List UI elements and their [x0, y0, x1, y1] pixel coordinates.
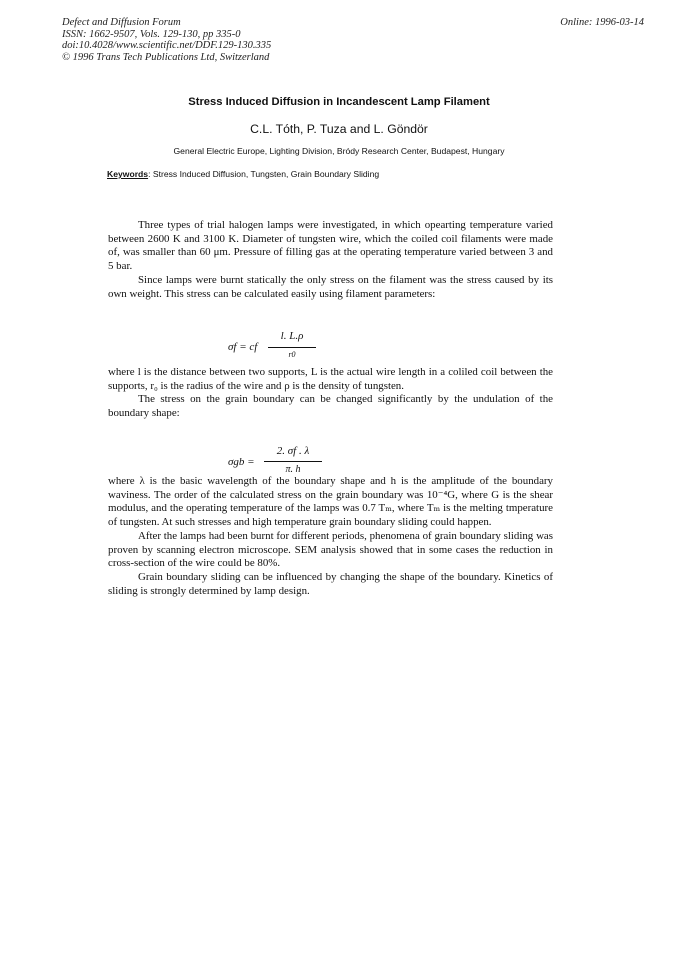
copyright-line: © 1996 Trans Tech Publications Ltd, Switzerland [62, 51, 270, 63]
paper-authors: C.L. Tóth, P. Tuza and L. Göndör [250, 122, 428, 136]
paragraph-7: Grain boundary sliding can be influenced by changing the shape of the boundary. Kinetics of sliding is strongly determined by lamp design. [108, 570, 553, 597]
keywords-text: Stress Induced Diffusion, Tungsten, Grain Boundary Sliding [152, 169, 380, 179]
keywords-label: Keywords [107, 169, 149, 179]
equation-1-numerator: l. L.ρ [280, 330, 304, 342]
paper-title: Stress Induced Diffusion in Incandescent Lamp Filament [188, 96, 490, 108]
paragraph-6: After the lamps had been burnt for different periods, phenomena of grain boundary sliding was proven by scanning electron microscope. SEM analysis showed that in some cases the reduction in cross-section of the wire could be 80%. [108, 529, 553, 570]
equation-2-denominator: π. h [285, 464, 301, 475]
equation-2-numerator: 2. σf . λ [276, 445, 310, 457]
equation-2 [228, 445, 348, 479]
equation-1-fraction-bar [268, 347, 316, 348]
paper-affiliation: General Electric Europe, Lighting Division, Bródy Research Center, Budapest, Hungary [173, 146, 505, 156]
header-citation [62, 17, 271, 63]
equation-2-fraction-bar [264, 461, 322, 462]
doi-line: doi:10.4028/www.scientific.net/DDF.129-130.335 [62, 40, 272, 51]
paragraph-1: Three types of trial halogen lamps were investigated, in which opearting temperature varied between 2600 K and 3100 K. Diameter of tungsten wire, which the coiled coil filaments were made of, was smaller than 60 μm. Pressure of filling gas at the operating temperature varied between 3 and 5 bar. [108, 219, 553, 273]
equation-1-denominator: r0 [288, 350, 296, 359]
body-section-3 [108, 475, 553, 598]
paragraph-5: where λ is the basic wavelength of the boundary shape and h is the amplitude of the boundary waviness. The order of the calculated stress on the grain boundary was 10⁻⁴G, where G is the shear modulus, and the operating temperature of the lamps was 0.7 Tₘ, where Tₘ is the melting tmperature of tungsten. At such stresses and high temperature grain boundary sliding could happen. [108, 475, 553, 529]
paragraph-4: The stress on the grain boundary can be changed significantly by the undulation of the boundary shape: [108, 393, 553, 420]
equation-1-lhs: σf = cf [228, 341, 258, 353]
issn-line: ISSN: 1662-9507, Vols. 129-130, pp 335-0 [62, 28, 241, 40]
body-section-2 [108, 366, 553, 421]
journal-name: Defect and Diffusion Forum [62, 17, 181, 28]
keywords-line: Keywords: Stress Induced Diffusion, Tungsten, Grain Boundary Sliding [107, 169, 380, 179]
online-date: Online: 1996-03-14 [560, 17, 644, 28]
equation-2-lhs: σgb = [228, 456, 255, 468]
paragraph-2: Since lamps were burnt statically the only stress on the filament was the stress caused by its own weight. This stress can be calculated easily using filament parameters: [108, 273, 553, 300]
body-section-1 [108, 219, 553, 301]
paragraph-3: where l is the distance between two supports, L is the actual wire length in a coliled coil between the supports, r₀ is the radius of the wire and ρ is the density of tungsten. [108, 366, 553, 392]
equation-1 [228, 330, 338, 364]
